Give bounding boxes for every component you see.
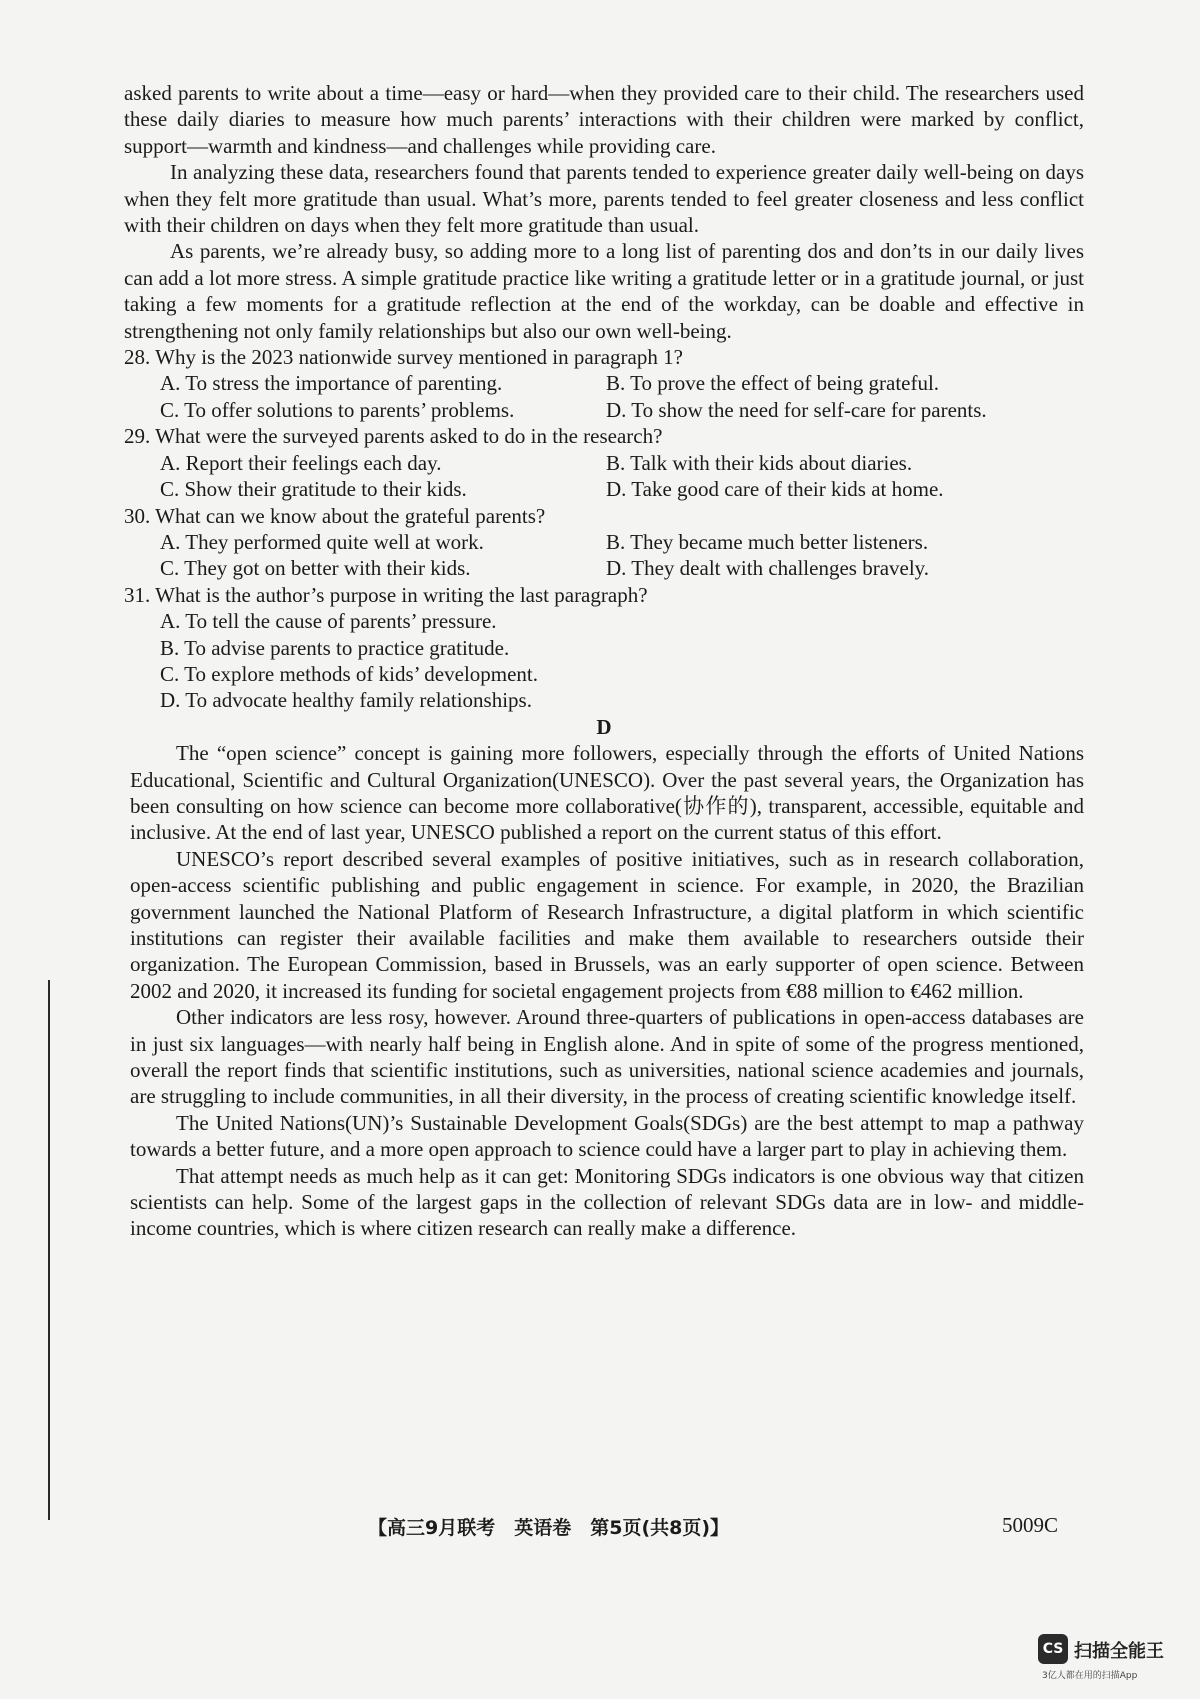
option-c: C. Show their gratitude to their kids.	[160, 477, 467, 502]
passage-c-paragraph-2: In analyzing these data, researchers found that parents tended to experience greater daily well-being on days when they felt more gratitude than usual. What’s more, parents tended to feel greater closeness and less conflict with their children on days when they felt more gratitude than usual.	[124, 160, 1084, 238]
option-a: A. Report their feelings each day.	[160, 450, 442, 475]
option-a: A. To stress the importance of parenting.	[160, 371, 503, 396]
section-d-paragraph-5: That attempt needs as much help as it can get: Monitoring SDGs indicators is one obvious way that citizen scientists can help. Some of the largest gaps in the collection of relevant SDGs data are in low- and middle-income countries, which is where citizen research can really make a difference.	[130, 1163, 1084, 1241]
question-options	[124, 529, 1084, 582]
option-b: B. To prove the effect of being grateful.	[606, 371, 940, 396]
option-b: B. To advise parents to practice gratitude.	[160, 635, 510, 660]
option-b: B. Talk with their kids about diaries.	[606, 450, 913, 475]
question-31	[124, 582, 1084, 714]
question-stem: 28. Why is the 2023 nationwide survey mentioned in paragraph 1?	[124, 345, 683, 370]
question-29	[124, 423, 1084, 502]
question-stem: 30. What can we know about the grateful parents?	[124, 503, 546, 528]
option-c: C. To offer solutions to parents’ problems.	[160, 397, 515, 422]
option-d: D. To advocate healthy family relationships.	[160, 688, 532, 713]
camscanner-logo-icon: CS	[1038, 1634, 1068, 1664]
binding-line	[48, 980, 50, 1520]
paper-code: 5009C	[1002, 1513, 1059, 1537]
option-d: D. Take good care of their kids at home.	[606, 477, 944, 502]
section-d-paragraph-4: The United Nations(UN)’s Sustainable Development Goals(SDGs) are the best attempt to map a pathway towards a better future, and a more open approach to science could have a larger part to play in achieving them.	[130, 1110, 1084, 1162]
option-c: C. To explore methods of kids’ development.	[160, 661, 539, 686]
scanner-tagline: 3亿人都在用的扫描App	[1042, 1671, 1138, 1681]
section-d-paragraph-2: UNESCO’s report described several examples of positive initiatives, such as in research collaboration, open-access scientific publishing and public engagement in science. For example, in 2020, the Brazilian government launched the National Platform of Research Infrastructure, a digital platform in which scientific institutions can register their available facilities and make them available to researchers outside their organization. The European Commission, based in Brussels, was an early supporter of open science. Between 2002 and 2020, it increased its funding for societal engagement projects from €88 million to €462 million.	[130, 846, 1084, 1003]
option-d: D. To show the need for self-care for parents.	[606, 397, 987, 422]
page-content	[124, 80, 1084, 1242]
question-options	[124, 608, 1084, 714]
question-stem: 31. What is the author’s purpose in writing the last paragraph?	[124, 582, 648, 607]
section-d-paragraph-3: Other indicators are less rosy, however. Around three-quarters of publications in open-access databases are in just six languages—with nearly half being in English alone. And in spite of some of the progress mentioned, overall the report finds that scientific institutions, such as universities, national science academies and journals, are struggling to include communities, in all their diversity, in the process of creating scientific knowledge itself.	[130, 1005, 1084, 1109]
scanner-watermark	[1038, 1634, 1188, 1681]
footer-title: 【高三9月联考 英语卷 第5页(共8页)】	[368, 1517, 730, 1539]
option-b: B. They became much better listeners.	[606, 529, 929, 554]
question-options	[124, 370, 1084, 423]
section-d-paragraph-1: The “open science” concept is gaining more followers, especially through the efforts of United Nations Educational, Scientific and Cultural Organization(UNESCO). Over the past several years, the Organization has been consulting on how science can become more collaborative(协作的), transparent, accessible, equitable and inclusive. At the end of last year, UNESCO published a report on the current status of this effort.	[130, 741, 1084, 845]
section-d-passage	[124, 740, 1084, 1242]
option-c: C. They got on better with their kids.	[160, 556, 471, 581]
section-d-heading: D	[596, 714, 612, 739]
option-a: A. To tell the cause of parents’ pressure.	[160, 609, 497, 634]
question-stem: 29. What were the surveyed parents asked to do in the research?	[124, 424, 663, 449]
question-30	[124, 503, 1084, 582]
question-28	[124, 344, 1084, 423]
option-a: A. They performed quite well at work.	[160, 529, 484, 554]
passage-c-paragraph-1: asked parents to write about a time—easy or hard—when they provided care to their child. The researchers used these daily diaries to measure how much parents’ interactions with their children were marked by conflict, support—warmth and kindness—and challenges while providing care.	[124, 81, 1084, 158]
passage-c-paragraph-3: As parents, we’re already busy, so adding more to a long list of parenting dos and don’ts in our daily lives can add a lot more stress. A simple gratitude practice like writing a gratitude letter or in a gratitude journal, or just taking a few moments for a gratitude reflection at the end of the workday, can be doable and effective in strengthening not only family relationships but also our own well-being.	[124, 239, 1084, 343]
question-options	[124, 450, 1084, 503]
scanner-app-name: 扫描全能王	[1074, 1641, 1164, 1662]
option-d: D. They dealt with challenges bravely.	[606, 556, 930, 581]
